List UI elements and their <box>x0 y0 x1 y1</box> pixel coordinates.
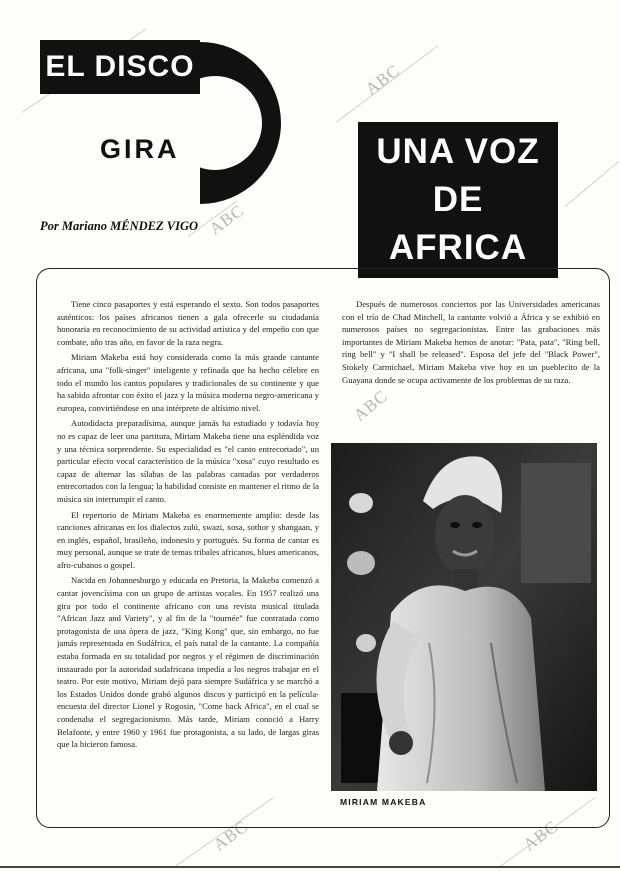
record-disc-graphic <box>185 42 315 204</box>
headline <box>358 122 558 278</box>
watermark-text: ABC <box>209 816 252 855</box>
article-paragraph: Miriam Makeba está hoy considerada como la más grande cantante africana, una "folk-singer" inteligente y refinada que ha hecho célebre en todo el mundo los cantos populares y tradicionales de su continente y que ha sabido afrontar con éxito el jazz y la música moderna negro-americana y europea, convirtiéndose en una intérprete de altísimo nivel. <box>57 352 319 413</box>
article-paragraph: Tiene cinco pasaportes y está esperando el sexto. Son todos pasaportes auténticos: los países africanos tienen a gala ofrecerle su ciudadanía honoraria en reconocimiento de su actividad artística y del empeño con que combate, año tras año, en favor de la raza negra. <box>57 299 319 347</box>
byline-author: MÉNDEZ VIGO <box>110 219 199 233</box>
byline <box>40 219 198 234</box>
el-disco-label: EL DISCO <box>40 40 200 94</box>
watermark-text: ABC <box>350 386 392 426</box>
article-left-column <box>57 298 319 810</box>
byline-prefix: Por Mariano <box>40 219 111 233</box>
watermark-text: ABC <box>205 200 248 239</box>
headline-line: UNA VOZ <box>376 132 540 171</box>
portrait-photo <box>331 443 597 791</box>
photo-caption: MIRIAM MAKEBA <box>340 797 427 807</box>
watermark-text: ABC <box>361 60 404 99</box>
headline-line: AFRICA <box>388 228 528 267</box>
article-paragraph: Después de numerosos conciertos por las Universidades americanas con el trío de Chad Mitchell, la cantante volvió a África y se exhibió en numerosos países no segregacionistas. Entre las grabaciones más importantes de Miriam Makeba hemos de anotar: "Pata, pata", "Ring bell, ring bell" y "I shall be released". Esposa del jefe del "Black Power", Stokely Carmichael, Miriam Makeba vive hoy en un pueblecito de la Guayana donde se ocupa activamente de los problemas de su raza. <box>342 299 600 385</box>
bottom-rule <box>0 866 620 868</box>
article-paragraph: Nacida en Johannesburgo y educada en Pretoria, la Makeba comenzó a cantar jovencísima con un grupo de artistas vocales. En 1957 realizó una gira por todo el continente africano con una revista musical titulada "African Jazz and Variety", y al fin de la "tournée" fue contratada como protagonista de una ópera de jazz, "King Kong" que, sin embargo, no fue jamás representada en Sudáfrica, el país natal de la cantante. La compañía estaba formada en su totalidad por negros y el régimen de discriminación instaurado por la autoridad sudafricana impedía a los negros trabajar en el teatro. Por este motivo, Miriam dejó para siempre Sudáfrica y se marchó a los Estados Unidos donde grabó algunos discos y participó en la película-encuesta del director Lionel y Rogosin, "Come back Africa", en el cual se condenaba el segregacionismo. Más tarde, Miriam conoció a Harry Belafonte, y entre 1960 y 1961 fue protagonista, a su lado, de largas giras que la hicieron famosa. <box>57 575 319 750</box>
headline-line: DE <box>432 180 484 219</box>
article-paragraph: El repertorio de Miriam Makeba es enormemente amplio: desde las canciones africanas en los dialectos zulú, swazi, xosa, sothor y shangaan, y en inglés, español, brasileño, indonesio y portugués. Su forma de cantar es muy personal, aunque se trate de temas tribales africanos, blues americanos, afro-cubanos o gospel. <box>57 509 319 570</box>
article-right-column <box>342 298 600 418</box>
watermark-line <box>565 161 619 207</box>
watermark-text: ABC <box>519 816 562 855</box>
gira-label: GIRA <box>100 134 180 164</box>
article-paragraph: Autodidacta preparadísima, aunque jamás ha estudiado y todavía hoy no es capaz de leer una partitura, Miriam Makeba tiene una espléndida voz y una técnica sorprendente. Su especialidad es "el canto entrecortado", un particular efecto vocal característico de la música "xosa" cuyo resultado es capaz de alternar las sílabas de las palabras cantadas por verdaderos entrecortados con la lengua; la habilidad consiste en mantener el ritmo de la música sin interrumpir el canto. <box>57 418 319 504</box>
